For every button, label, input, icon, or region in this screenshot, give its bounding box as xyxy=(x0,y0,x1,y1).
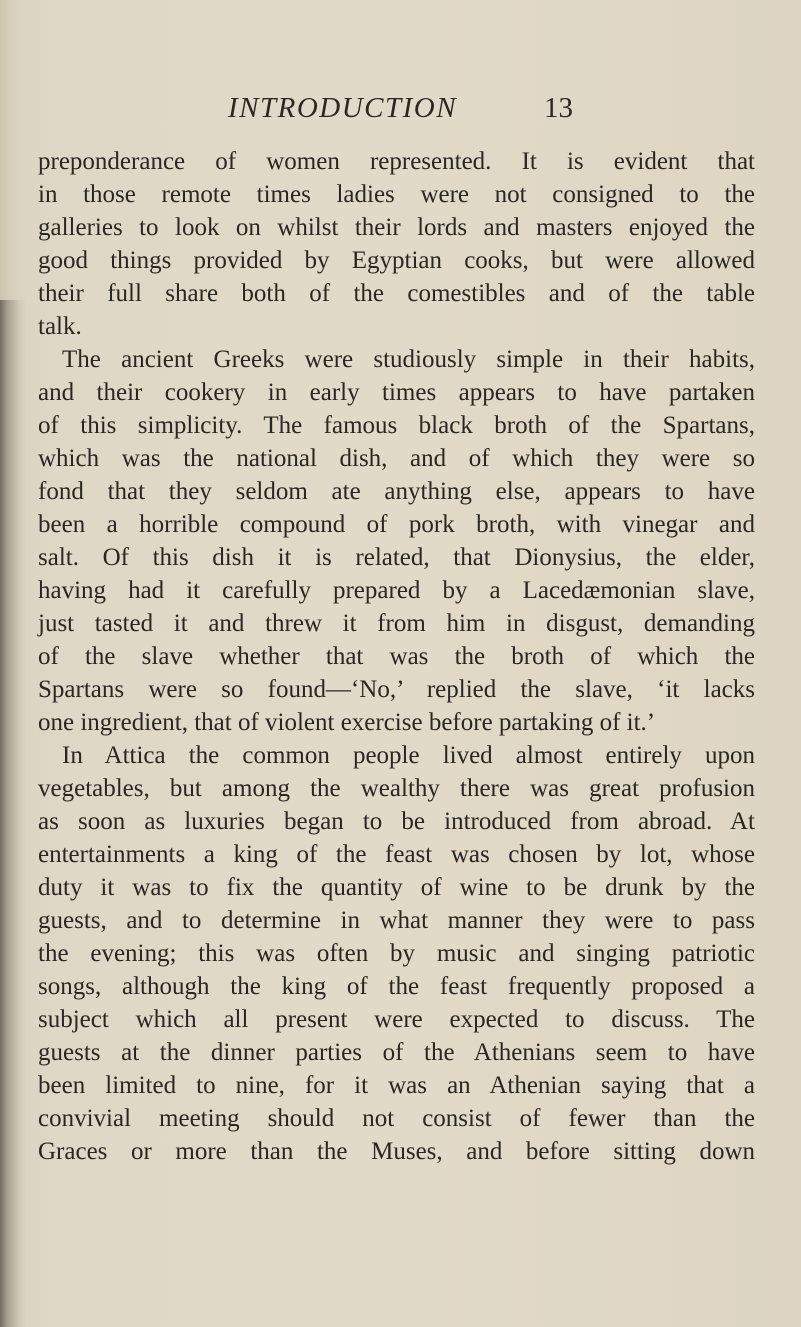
running-title: INTRODUCTION xyxy=(228,92,458,124)
text-line: just tasted it and threw it from him in disgust, demanding xyxy=(38,610,755,637)
text-line: Graces or more than the Muses, and before sitting down xyxy=(38,1138,755,1165)
text-line: vegetables, but among the wealthy there was great profusion xyxy=(38,775,755,802)
text-line: convivial meeting should not consist of fewer than the xyxy=(38,1105,755,1132)
text-line: songs, although the king of the feast frequently proposed a xyxy=(38,973,755,1000)
text-line: which was the national dish, and of which they were so xyxy=(38,445,755,472)
text-line: guests, and to determine in what manner they were to pass xyxy=(38,907,755,934)
text-line: and their cookery in early times appears to have partaken xyxy=(38,379,755,406)
text-line: the evening; this was often by music and singing patriotic xyxy=(38,940,755,967)
text-line: guests at the dinner parties of the Athenians seem to have xyxy=(38,1039,755,1066)
body-text xyxy=(38,145,755,1168)
text-line: duty it was to fix the quantity of wine to be drunk by the xyxy=(38,874,755,901)
text-line: in those remote times ladies were not consigned to the xyxy=(38,181,755,208)
text-line: The ancient Greeks were studiously simple in their habits, xyxy=(62,346,755,373)
text-line: been a horrible compound of pork broth, with vinegar and xyxy=(38,511,755,538)
text-line: salt. Of this dish it is related, that Dionysius, the elder, xyxy=(38,544,755,571)
text-line: fond that they seldom ate anything else, appears to have xyxy=(38,478,755,505)
text-line: good things provided by Egyptian cooks, but were allowed xyxy=(38,247,755,274)
text-line: preponderance of women represented. It is evident that xyxy=(38,148,755,175)
text-line: Spartans were so found—‘No,’ replied the slave, ‘it lacks xyxy=(38,676,755,703)
text-line: their full share both of the comestibles and of the table xyxy=(38,280,755,307)
text-line: entertainments a king of the feast was chosen by lot, whose xyxy=(38,841,755,868)
text-line: galleries to look on whilst their lords and masters enjoyed the xyxy=(38,214,755,241)
text-line: as soon as luxuries began to be introduced from abroad. At xyxy=(38,808,755,835)
running-head xyxy=(0,92,801,132)
binding-gutter-shadow xyxy=(0,300,26,1327)
text-line: subject which all present were expected to discuss. The xyxy=(38,1006,755,1033)
text-line: of the slave whether that was the broth of which the xyxy=(38,643,755,670)
text-line: talk. xyxy=(38,313,82,340)
text-line: having had it carefully prepared by a Lacedæmonian slave, xyxy=(38,577,755,604)
text-line: one ingredient, that of violent exercise before partaking of it.’ xyxy=(38,709,656,736)
text-line: of this simplicity. The famous black broth of the Spartans, xyxy=(38,412,755,439)
text-line: been limited to nine, for it was an Athenian saying that a xyxy=(38,1072,755,1099)
page-number: 13 xyxy=(544,92,573,124)
text-line: In Attica the common people lived almost entirely upon xyxy=(62,742,755,769)
